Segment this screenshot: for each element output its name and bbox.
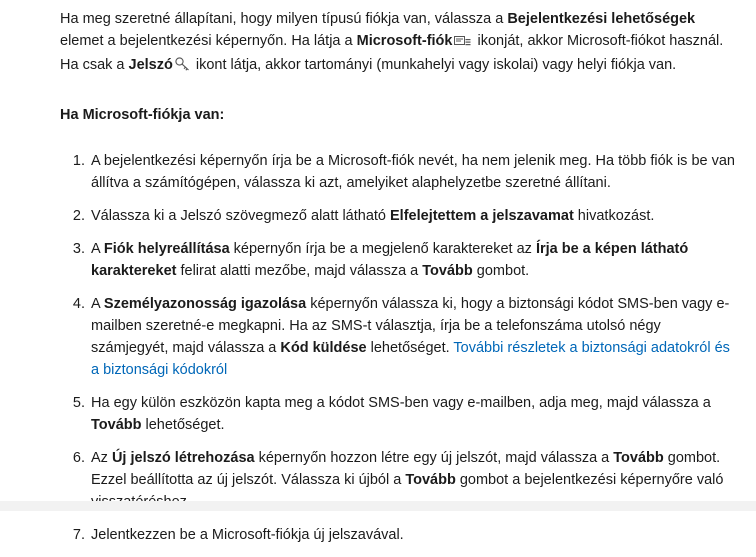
intro-text: Ha meg szeretné állapítani, hogy milyen típusú fiókja van, válassza a bbox=[60, 11, 508, 27]
step-text: gombot a bejelentkezési képernyőre való bbox=[459, 472, 724, 488]
step-text: gombot. Ezzel beállította az új jelszót. Válassza ki újból a bbox=[91, 450, 721, 488]
microsoft-account-label: Microsoft-fiók bbox=[356, 33, 453, 49]
send-code-label: Kód küldése bbox=[280, 340, 367, 356]
steps-list bbox=[60, 150, 740, 546]
captcha-label: Írja be a képen látható karaktereket bbox=[91, 241, 689, 279]
step-5 bbox=[89, 392, 740, 436]
step-text: Jelentkezzen be a Microsoft-fiókja új jelszavával. bbox=[91, 527, 404, 543]
password-label: Jelszó bbox=[128, 57, 173, 73]
step-text: hivatkozást. bbox=[573, 208, 655, 224]
step-text: A bbox=[91, 296, 104, 312]
verify-identity-label: Személyazonosság igazolása bbox=[103, 296, 307, 312]
intro-text: ikont látja, akkor tartományi (munkahelyi vagy iskolai) vagy helyi fiókja van. bbox=[191, 57, 677, 73]
step-7 bbox=[89, 524, 740, 546]
intro-paragraph bbox=[60, 8, 740, 78]
step-text: Az bbox=[91, 450, 112, 466]
sign-in-options-label: Bejelentkezési lehetőségek bbox=[507, 11, 696, 27]
article-body bbox=[60, 8, 740, 557]
next-label: Tovább bbox=[422, 263, 473, 279]
intro-text: elemet a bejelentkezési képernyőn. Ha látja a bbox=[60, 33, 357, 49]
step-text: A bbox=[91, 241, 104, 257]
step-text: képernyőn írja be a megjelenő karaktereket az bbox=[229, 241, 536, 257]
page-footer-strip bbox=[0, 501, 756, 511]
step-2 bbox=[89, 205, 740, 227]
step-1 bbox=[89, 150, 740, 194]
step-text: lehetőséget. bbox=[141, 417, 225, 433]
account-recovery-label: Fiók helyreállítása bbox=[103, 241, 230, 257]
step-text: Válassza ki a Jelszó szövegmező alatt látható bbox=[91, 208, 391, 224]
microsoft-account-icon bbox=[454, 32, 471, 54]
step-3 bbox=[89, 238, 740, 282]
step-text: Ha egy külön eszközön kapta meg a kódot SMS-ben vagy e-mailben, adja meg, majd válassza a bbox=[91, 395, 711, 411]
intro-text: ikonját, akkor Microsoft-fiókot használ. Ha csak a bbox=[60, 33, 724, 73]
step-text: lehetőséget. bbox=[366, 340, 454, 356]
step-text: A bejelentkezési képernyőn írja be a Microsoft-fiók nevét, ha nem jelenik meg. Ha több fiók is be van állítva a számítógépen, válassza ki azt, amelyiket alaphelyzetbe szeretné állítani. bbox=[91, 153, 735, 191]
section-heading: Ha Microsoft-fiókja van: bbox=[60, 107, 225, 123]
next-label: Tovább bbox=[91, 417, 142, 433]
step-text: gombot. bbox=[472, 263, 530, 279]
step-text: képernyőn hozzon létre egy új jelszót, majd válassza a bbox=[254, 450, 614, 466]
next-label: Tovább bbox=[405, 472, 456, 488]
next-label: Tovább bbox=[613, 450, 664, 466]
step-text: felirat alatti mezőbe, majd válassza a bbox=[176, 263, 423, 279]
key-icon bbox=[175, 56, 190, 78]
security-info-link[interactable]: További részletek a biztonsági adatokról és a biztonsági kódokról bbox=[91, 340, 730, 378]
forgot-password-label: Elfelejtettem a jelszavamat bbox=[390, 208, 574, 224]
step-4 bbox=[89, 293, 740, 381]
step-text: képernyőn válassza ki, hogy a biztonsági kódot SMS-ben vagy e-mailben szeretné-e megkapni. Ha az SMS-t választja, írja be a telefonszáma utolsó négy számjegyét, majd válassza a bbox=[91, 296, 730, 356]
create-password-label: Új jelszó létrehozása bbox=[111, 450, 255, 466]
